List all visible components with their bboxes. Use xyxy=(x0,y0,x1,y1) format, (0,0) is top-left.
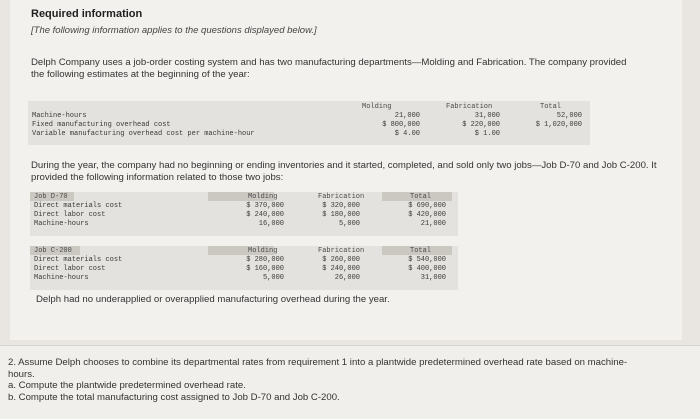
cell-total: 31,000 xyxy=(420,274,446,282)
cell-total: 21,000 xyxy=(420,220,446,228)
estimates-table xyxy=(28,101,590,145)
col-header-total: Total xyxy=(540,103,562,111)
cell-molding: $ 240,000 xyxy=(246,211,284,219)
job-d70-table xyxy=(30,192,458,236)
closing-paragraph: Delph had no underapplied or overapplied manufacturing overhead during the year. xyxy=(36,294,390,305)
cell-total: $ 540,000 xyxy=(408,256,446,264)
cell-fabrication: $ 1.00 xyxy=(474,130,500,138)
question-part-a: a. Compute the plantwide predetermined overhead rate. xyxy=(8,380,246,391)
cell-total: $ 690,000 xyxy=(408,202,446,210)
required-information-title: Required information xyxy=(31,8,143,20)
col-header-total: Total xyxy=(410,193,432,201)
job-c200-table xyxy=(30,246,458,290)
question-part-b: b. Compute the total manufacturing cost assigned to Job D-70 and Job C-200. xyxy=(8,392,340,403)
cell-fabrication: $ 220,000 xyxy=(462,121,500,129)
cell-molding: $ 800,000 xyxy=(382,121,420,129)
cell-total: $ 420,000 xyxy=(408,211,446,219)
row-label: Machine-hours xyxy=(34,274,89,282)
col-header-molding: Molding xyxy=(248,247,278,255)
row-label: Machine-hours xyxy=(34,220,89,228)
cell-molding: $ 280,000 xyxy=(246,256,284,264)
cell-molding: $ 4.00 xyxy=(394,130,420,138)
cell-total: 52,000 xyxy=(556,112,582,120)
col-header-fabrication: Fabrication xyxy=(318,247,365,255)
cell-fabrication: $ 180,000 xyxy=(322,211,360,219)
question-prompt: 2. Assume Delph chooses to combine its departmental rates from requirement 1 into a plantwide predetermined overhead rate based on machine-hours. xyxy=(8,357,628,380)
cell-fabrication: 31,000 xyxy=(474,112,500,120)
cell-total: $ 400,000 xyxy=(408,265,446,273)
row-label: Direct labor cost xyxy=(34,211,106,219)
row-label: Variable manufacturing overhead cost per machine-hour xyxy=(32,130,255,138)
cell-fabrication: 5,000 xyxy=(338,220,360,228)
row-label: Direct labor cost xyxy=(34,265,106,273)
intro-paragraph: Delph Company uses a job-order costing system and has two manufacturing departments—Molding and Fabrication. The company provided the following estimates at the beginning of the year: xyxy=(31,57,627,80)
cell-molding: 16,000 xyxy=(258,220,284,228)
col-header-fabrication: Fabrication xyxy=(318,193,365,201)
cell-total: $ 1,020,000 xyxy=(535,121,582,129)
col-header-molding: Molding xyxy=(248,193,278,201)
cell-molding: $ 370,000 xyxy=(246,202,284,210)
cell-fabrication: $ 240,000 xyxy=(322,265,360,273)
cell-fabrication: $ 320,000 xyxy=(322,202,360,210)
cell-molding: 5,000 xyxy=(262,274,284,282)
cell-molding: 21,000 xyxy=(394,112,420,120)
row-label: Machine-hours xyxy=(32,112,87,120)
jobs-paragraph: During the year, the company had no beginning or ending inventories and it started, completed, and sold only two jobs—Job D-70 and Job C-200. It provided the following information related to those two jobs: xyxy=(31,160,657,183)
cell-molding: $ 160,000 xyxy=(246,265,284,273)
job-name: Job C-200 xyxy=(34,247,72,255)
job-name: Job D-70 xyxy=(34,193,68,201)
col-header-fabrication: Fabrication xyxy=(446,103,493,111)
col-header-molding: Molding xyxy=(362,103,392,111)
col-header-total: Total xyxy=(410,247,432,255)
row-label: Direct materials cost xyxy=(34,256,123,264)
cell-fabrication: 26,000 xyxy=(334,274,360,282)
row-label: Direct materials cost xyxy=(34,202,123,210)
instruction-note: [The following information applies to the questions displayed below.] xyxy=(31,25,317,36)
cell-fabrication: $ 260,000 xyxy=(322,256,360,264)
row-label: Fixed manufacturing overhead cost xyxy=(32,121,171,129)
